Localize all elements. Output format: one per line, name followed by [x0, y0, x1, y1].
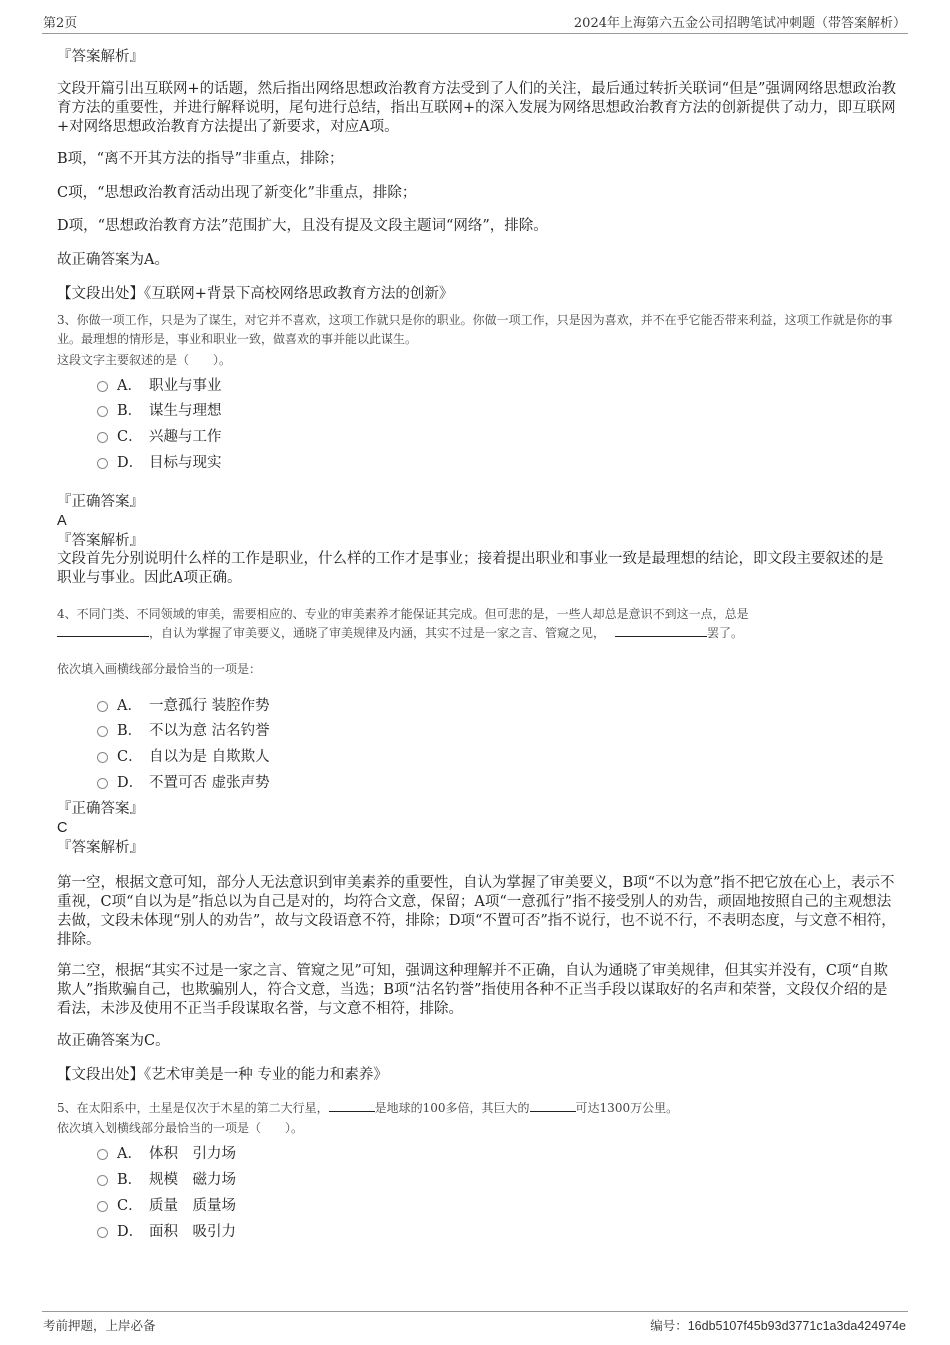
correct-answer-label: 『正确答案』: [57, 494, 144, 510]
option-text: 不置可否 虚张声势: [149, 774, 270, 791]
option-letter: B．: [117, 1171, 143, 1188]
option-text: 自以为是 自欺欺人: [149, 748, 270, 765]
radio-icon[interactable]: [97, 381, 108, 392]
option-letter: B．: [117, 402, 143, 419]
radio-icon[interactable]: [97, 432, 108, 443]
option-text: 兴趣与工作: [149, 428, 222, 445]
analysis-label: 『答案解析』: [57, 49, 144, 65]
analysis-label: 『答案解析』: [57, 533, 144, 549]
radio-icon[interactable]: [97, 1201, 108, 1212]
header-divider: [42, 33, 908, 34]
option-d[interactable]: [97, 1220, 236, 1240]
radio-icon[interactable]: [97, 701, 108, 712]
question-stem: 4、不同门类、不同领域的审美，需要相应的、专业的审美素养才能保证其完成。但可悲的是，一些人却总是意识不到这一点，总是: [57, 607, 749, 621]
analysis-paragraph: 文段首先分别说明什么样的工作是职业，什么样的工作才是事业；接着提出职业和事业一致是最理想的结论，即文段主要叙述的是职业与事业。因此A项正确。: [57, 551, 884, 586]
answer-conclusion: 故正确答案为C。: [57, 1033, 170, 1049]
option-b[interactable]: [97, 1168, 236, 1188]
radio-icon[interactable]: [97, 778, 108, 789]
option-letter: D．: [117, 1223, 144, 1240]
correct-answer-label: 『正确答案』: [57, 801, 144, 817]
source-citation: 【文段出处】《艺术审美是一种 专业的能力和素养》: [57, 1067, 388, 1083]
option-a[interactable]: [97, 1142, 236, 1162]
analysis-paragraph-2: 第二空，根据“其实不过是一家之言、管窥之见”可知，强调这种理解并不正确，自认为通晓了审美规律，但其实并没有，C项“自欺欺人”指欺骗自己，也欺骗别人，符合文意，当选；B项“沽名钓誉”指使用各种不正当手段以谋取好的名声和荣誉，文段仅介绍的是看法，未涉及使用不正当手段谋取名誉，与文意不相符，排除。: [57, 963, 888, 1017]
option-d[interactable]: [97, 771, 270, 791]
question-stem: 3、你做一项工作，只是为了谋生，对它并不喜欢，这项工作就只是你的职业。你做一项工作，只是因为喜欢，并不在乎它能否带来利益，这项工作就是你的事业。最理想的情形是，事业和职业一致，做喜欢的事并能以此谋生。: [57, 313, 893, 346]
option-b[interactable]: [97, 719, 270, 739]
source-citation: 【文段出处】《互联网+背景下高校网络思政教育方法的创新》: [57, 286, 454, 302]
answer-conclusion: 故正确答案为A。: [57, 252, 169, 268]
radio-icon[interactable]: [97, 1175, 108, 1186]
document-title: 2024年上海第六五金公司招聘笔试冲刺题（带答案解析）: [573, 16, 906, 31]
analysis-option-c: C项，“思想政治教育活动出现了新变化”非重点，排除；: [57, 185, 417, 201]
analysis-label: 『答案解析』: [57, 840, 144, 856]
footer-divider: [42, 1311, 908, 1312]
question-prompt: 依次填入画横线部分最恰当的一项是：: [57, 662, 262, 676]
option-letter: A．: [117, 1145, 142, 1162]
option-text: 目标与现实: [149, 454, 222, 471]
option-letter: C．: [117, 748, 143, 765]
fill-blank-1: [329, 1099, 375, 1112]
option-letter: A．: [117, 697, 142, 714]
option-a[interactable]: [97, 374, 222, 394]
radio-icon[interactable]: [97, 726, 108, 737]
radio-icon[interactable]: [97, 406, 108, 417]
radio-icon[interactable]: [97, 752, 108, 763]
document-code: 编号：16db5107f45b93d3771c1a3da424974e: [650, 1318, 906, 1333]
radio-icon[interactable]: [97, 1227, 108, 1238]
option-text: 面积 吸引力: [149, 1223, 236, 1240]
radio-icon[interactable]: [97, 458, 108, 469]
option-text: 体积 引力场: [149, 1145, 236, 1162]
option-letter: A．: [117, 377, 142, 394]
option-text: 规模 磁力场: [149, 1171, 236, 1188]
analysis-option-d: D项，“思想政治教育方法”范围扩大，且没有提及文段主题词“网络”，排除。: [57, 218, 548, 234]
correct-answer: C: [57, 820, 68, 836]
analysis-paragraph: 文段开篇引出互联网+的话题，然后指出网络思想政治教育方法受到了人们的关注，最后通过转折关联词“但是”强调网络思想政治教育方法的重要性，并进行解释说明，尾句进行总结，指出互联网+的深入发展为网络思想政治教育方法的创新提供了动力，即互联网+对网络思想政治教育方法提出了新要求，对应A项。: [57, 81, 896, 135]
option-letter: C．: [117, 428, 143, 445]
footer-slogan: 考前押题，上岸必备: [43, 1318, 156, 1333]
option-d[interactable]: [97, 451, 222, 471]
analysis-option-b: B项，“离不开其方法的指导”非重点，排除；: [57, 151, 344, 167]
fill-blank-2: [615, 624, 707, 637]
option-letter: D．: [117, 454, 144, 471]
page-number: 第2页: [43, 16, 78, 31]
option-text: 不以为意 沽名钓誉: [149, 722, 270, 739]
correct-answer: A: [57, 513, 67, 529]
option-letter: B．: [117, 722, 143, 739]
option-c[interactable]: [97, 745, 270, 765]
option-text: 职业与事业: [149, 377, 222, 394]
question-stem: 5、在太阳系中，土星是仅次于木星的第二大行星， 是地球的100多倍，其巨大的 可达1300万公里。: [57, 1101, 679, 1115]
option-letter: C．: [117, 1197, 143, 1214]
analysis-paragraph-1: 第一空，根据文意可知，部分人无法意识到审美素养的重要性，自认为掌握了审美要义，B项“不以为意”指不把它放在心上，表示不重视，C项“自以为是”指总以为自己是对的，均符合文意，保留；A项“一意孤行”指不接受别人的劝告，顽固地按照自己的主观想法去做，文段未体现“别人的劝告”，故与文段语意不符，排除；D项“不置可否”指不说行，也不说不行，不表明态度，与文意不相符，排除。: [57, 875, 896, 948]
option-text: 一意孤行 装腔作势: [149, 697, 270, 714]
option-c[interactable]: [97, 1194, 236, 1214]
option-b[interactable]: [97, 399, 222, 419]
radio-icon[interactable]: [97, 1149, 108, 1160]
option-c[interactable]: [97, 425, 222, 445]
option-letter: D．: [117, 774, 144, 791]
fill-blank-1: [57, 624, 149, 637]
option-text: 谋生与理想: [149, 402, 222, 419]
option-text: 质量 质量场: [149, 1197, 236, 1214]
option-a[interactable]: [97, 694, 270, 714]
question-stem-line2: ，自认为掌握了审美要义，通晓了审美规律及内涵，其实不过是一家之言、管窥之见， 罢了。: [57, 624, 897, 643]
fill-blank-2: [530, 1099, 576, 1112]
question-prompt: 这段文字主要叙述的是（ ）。: [57, 353, 232, 367]
question-prompt: 依次填入划横线部分最恰当的一项是（ ）。: [57, 1121, 304, 1135]
